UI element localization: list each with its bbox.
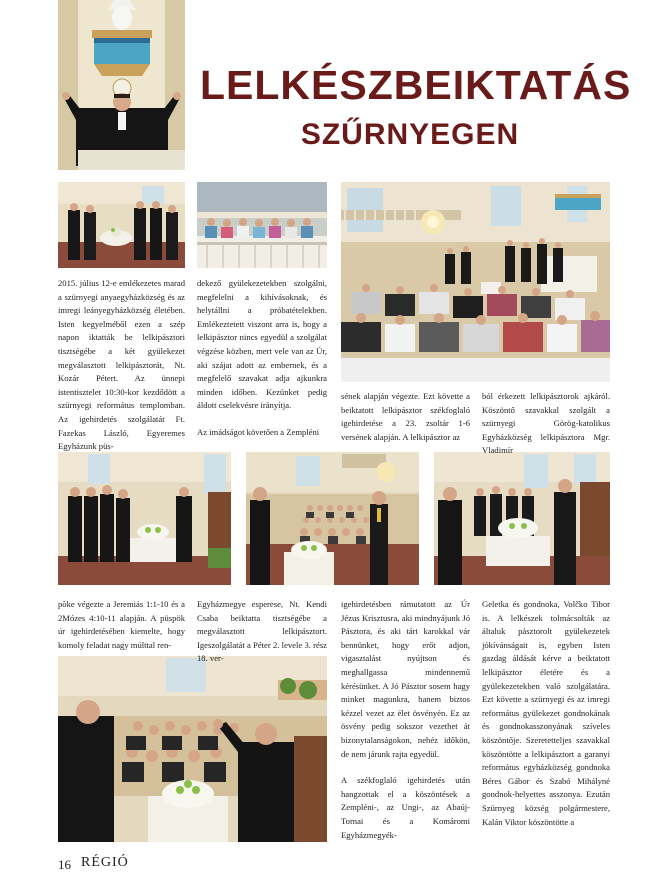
magazine-name: RÉGIÓ [81, 855, 129, 870]
article-paragraph: põke végezte a Jeremiás 1:1-10 és a 2Mózes 4:10-11 alapján. A püspök úr igehirdetésében kiemelte, hogy komoly feladat nagy múlttal ren- [58, 599, 185, 650]
photo-laying-on-hands [58, 656, 327, 842]
article-column-8 [482, 598, 610, 829]
photo-pastor-pulpit [58, 0, 185, 170]
article-paragraph: sének alapján végezte. Ezt követte a beiktatott lelkipásztor székfoglaló igehirdetése a 23. zsoltár 1-6 versének alapján. A lelkipásztor az [341, 391, 470, 442]
article-paragraph: dekező gyülekezetekben szolgálni, megfelelni a kihívásoknak, és helytállni a próbatételekben. Emlékeztetett viszont arra is, hogy a lelkipásztor nincs egyedül a szolgálat végzése közben, mert vele van az Úr, aki szájat adott az embernek, és a megfelelő szavakat adja ajkunkra minden időben. Kezünket pedig áldott cselekvésre irányítja. [197, 278, 327, 411]
article-title: LELKÉSZBEIKTATÁS [200, 62, 632, 108]
article-paragraph: Az imádságot követően a Zempléni [197, 426, 320, 437]
article-paragraph: igehirdetésben rámutatott az Úr Jézus Krisztusra, aki mindnyájunk Jó Pásztora, és aki tárt karokkal vár bennünket, hogy erőt adjon, vigasztalást nyújtson és meghallgassa mindennemű kérésünket. A Jó Pásztor sosem hagy minket magunkra, hanem biztos kézzel vezet az élet ösvényén. Ez az ösvény pedig sokszor vezethet át bizonytalanságokon, nehéz időkön, de nem járunk rajta egyedül. [341, 599, 470, 759]
article-column-6 [197, 598, 327, 666]
article-subtitle: SZŰRNYEGEN [300, 118, 520, 151]
article-paragraph: ból érkezett lelkipásztorok ajkáról. Köszöntő szavakkal szolgált a szürnyegi Görög-katolikus Egyházközség lelkipásztora Mgr. Vladimír [482, 391, 610, 456]
photo-blessing-at-table [434, 452, 610, 585]
photo-clergy-procession [58, 182, 185, 268]
article-paragraph: A székfoglaló igehirdetés után hangzottak el a köszöntések a Zempléni-, az Ungi-, az Abaúj-Tornai és a Komáromi Egyházmegyék- [341, 775, 470, 840]
article-paragraph: 2015. július 12-e emlékezetes marad a szürnyegi anyaegyházközség és az imregi leányegyházközség életében. Isten kegyelméből ezen a szép napon iktatták be lelkipásztori tisztségébe a két gyülekezet megválasztott lelkipásztorát, Nt. Kozár Pétert. Az ünnepi istentisztelet 10:30-kor kezdődött a szürnyegi református templomban. Az igehirdetés szolgálatát Ft. Fazekas László, Egyeremes Egyházunk püs- [58, 278, 185, 452]
article-column-7 [341, 598, 470, 842]
page-number: 16 [58, 857, 71, 872]
photo-speaker-congregation [246, 452, 419, 585]
article-column-3 [341, 390, 470, 444]
photo-church-interior-wide [341, 182, 610, 382]
article-column-5 [58, 598, 185, 652]
article-column-1 [58, 277, 185, 454]
article-column-2 [197, 277, 327, 440]
article-paragraph: Egyházmegye esperese, Nt. Kendi Csaba beiktatta tisztségébe a megválasztott lelkipásztort. Igeszolgálatát a Péter 2. levele 3. rész 18. ver- [197, 599, 327, 664]
article-paragraph: Geletka és gondnoka, Volčko Tibor is. A lelkészek tolmácsolták az általuk pásztorolt gyülekezetek jókívánságait is, egyben Isten gazdag áldását kérve a beiktatott lelkipásztor életére és a gyülekezetekben való szolgálatára. Ezt követte a szürnyegi és az imregi református gyülekezet gondnokának és gondnokasszonyának szíveles köszöntője. Szeretetteljes szavakkal köszöntötte a lelkipásztort a garanyi református egyházközség gondnoka Béres Gábor és Szabó Mihályné gondnok-helyettes asszonya. Ezután Szürnyeg község polgármestere, Kalán Viktor köszöntötte a [482, 599, 610, 827]
photo-congregation-women [197, 182, 327, 268]
article-column-4 [482, 390, 610, 458]
photo-clergy-row [58, 452, 231, 585]
